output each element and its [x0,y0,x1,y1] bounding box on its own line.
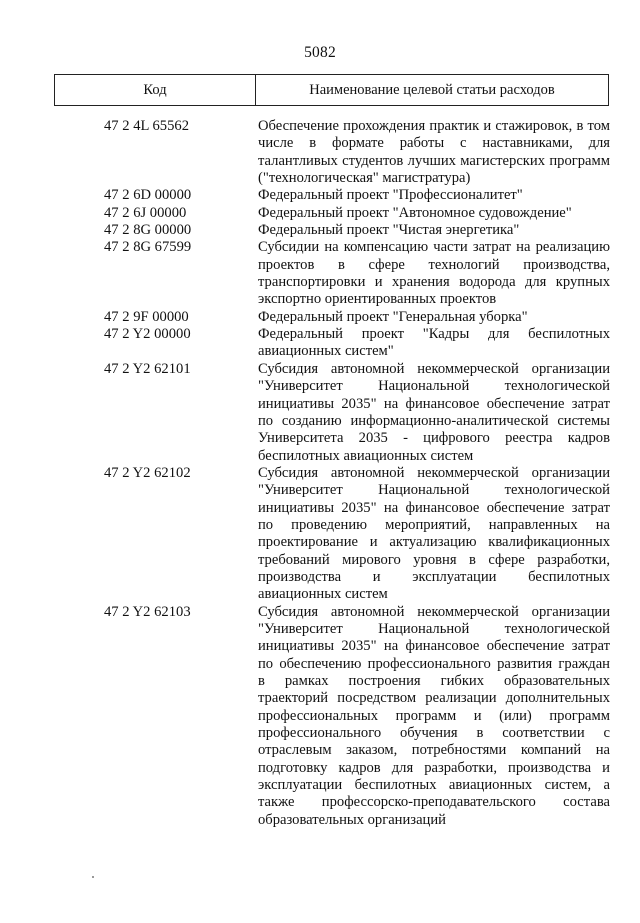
column-header-code: Код [55,75,256,105]
row-description: Субсидии на компенсацию части затрат на реализацию проектов в сфере технологий производства, транспортировки и хранения водорода для крупных экспортно ориентированных проектов [258,239,610,308]
row-description: Обеспечение прохождения практик и стажировок, в том числе в формате работы с наставниками, для талантливых студентов лучших магистерских программ ("технологическая" магистратура) [258,118,610,187]
row-code: 47 2 8G 00000 [104,222,192,239]
row-description: Федеральный проект "Автономное судовождение" [258,204,572,221]
table-row [0,187,640,204]
row-code: 47 2 Y2 62103 [104,603,191,620]
column-header-name: Наименование целевой статьи расходов [309,81,555,98]
table-body [0,118,640,829]
table-row [0,326,640,361]
row-description: Субсидия автономной некоммерческой организации "Университет Национальной технологической инициативы 2035" на финансовое обеспечение затрат по проведению мероприятий, направленных на проектирование и актуализацию квалификационных требований мирового уровня в сфере разработки, производства и эксплуатации беспилотных авиационных систем [258,464,610,603]
table-row [0,239,640,308]
row-code: 47 2 6D 00000 [104,187,192,204]
table-row [0,465,640,604]
row-code: 47 2 Y2 00000 [104,326,191,343]
scan-speck [92,876,94,878]
row-description: Федеральный проект "Кадры для беспилотных авиационных систем" [258,326,610,360]
row-description: Федеральный проект "Генеральная уборка" [258,308,528,325]
row-code: 47 2 9F 00000 [104,308,189,325]
table-row [0,604,640,829]
row-code: 47 2 8G 67599 [104,239,192,256]
table-row [0,222,640,239]
row-description: Федеральный проект "Чистая энергетика" [258,222,520,239]
row-description: Субсидия автономной некоммерческой организации "Университет Национальной технологической инициативы 2035" на финансовое обеспечение затрат по созданию информационно-аналитической системы Университета 2035 - цифрового реестра кадров беспилотных авиационных систем [258,360,610,464]
page-number: 5082 [304,44,336,61]
table-row [0,361,640,465]
row-code: 47 2 Y2 62102 [104,464,191,481]
row-code: 47 2 4L 65562 [104,118,189,134]
table-row [0,118,640,187]
row-description: Субсидия автономной некоммерческой организации "Университет Национальной технологической инициативы 2035" на финансовое обеспечение затрат по обеспечению профессионального развития граждан в рамках построения гибких образовательных траекторий посредством реализации дополнительных профессиональных программ и (или) программ профессионального обучения в соответствии с отраслевым заказом, потребностями компаний на подготовку кадров для разработки, производства и эксплуатации беспилотных авиационных систем, а также профессорско-преподавательского состава образовательных организаций [258,603,610,828]
table-header [54,74,609,106]
table-row [0,205,640,222]
row-description: Федеральный проект "Профессионалитет" [258,187,523,204]
row-code: 47 2 6J 00000 [104,204,187,221]
row-code: 47 2 Y2 62101 [104,360,191,377]
table-row [0,309,640,326]
